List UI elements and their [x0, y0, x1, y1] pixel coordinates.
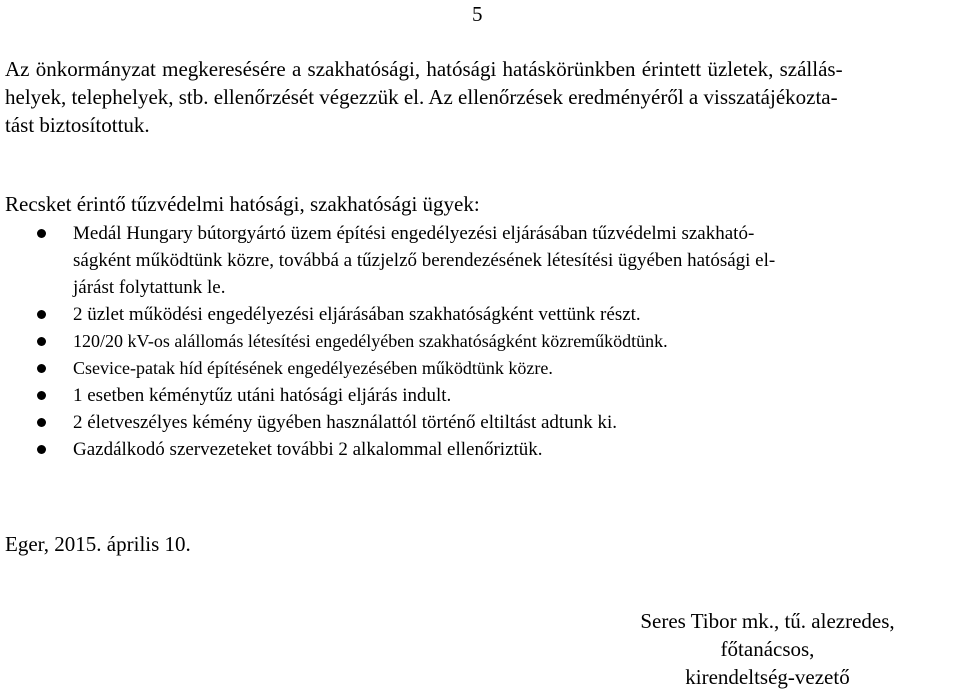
bullet-icon	[37, 418, 46, 427]
intro-line-3: tást biztosítottuk.	[5, 113, 150, 137]
list-item	[0, 355, 948, 382]
list-item	[0, 301, 948, 328]
bullet-icon	[37, 391, 46, 400]
list-item	[0, 328, 948, 355]
signature-title: főtanácsos,	[720, 637, 815, 661]
bullet-icon	[37, 229, 46, 238]
section-title: Recsket érintő tűzvédelmi hatósági, szakhatósági ügyek:	[5, 192, 480, 216]
case-list	[0, 220, 960, 463]
bullet-icon	[37, 364, 46, 373]
list-item-line: 1 esetben kéménytűz utáni hatósági eljárás indult.	[73, 385, 452, 406]
list-item	[0, 382, 948, 409]
list-item	[0, 436, 948, 463]
bullet-icon	[37, 445, 46, 454]
signature-role: kirendeltség-vezető	[685, 665, 850, 689]
date-line: Eger, 2015. április 10.	[5, 532, 191, 556]
intro-paragraph	[5, 55, 950, 139]
list-item-line: járást folytattunk le.	[73, 277, 226, 298]
list-item-line: Gazdálkodó szervezeteket további 2 alkalommal ellenőriztük.	[73, 439, 543, 460]
intro-line-1: Az önkormányzat megkeresésére a szakhatósági, hatósági hatáskörünkben érintett üzletek, szállás-	[5, 57, 843, 81]
signature-block	[580, 607, 955, 691]
list-item-line: 2 életveszélyes kémény ügyében használattól történő eltiltást adtunk ki.	[73, 412, 617, 433]
list-item-line: 2 üzlet működési engedélyezési eljárásában szakhatóságként vettünk részt.	[73, 304, 641, 325]
list-item-line: Csevice-patak híd építésének engedélyezésében működtünk közre.	[73, 358, 553, 378]
intro-line-2: helyek, telephelyek, stb. ellenőrzését végezzük el. Az ellenőrzések eredményéről a visszatájékozta-	[5, 85, 838, 109]
page-number: 5	[472, 2, 483, 26]
list-item-line: 120/20 kV-os alállomás létesítési engedélyében szakhatóságként közreműködtünk.	[73, 331, 668, 351]
list-item	[0, 409, 948, 436]
signature-name: Seres Tibor mk., tű. alezredes,	[640, 609, 895, 633]
list-item	[0, 220, 948, 301]
bullet-icon	[37, 337, 46, 346]
bullet-icon	[37, 310, 46, 319]
list-item-line: ságként működtünk közre, továbbá a tűzjelző berendezésének létesítési ügyében hatósági el-	[73, 250, 776, 271]
list-item-line: Medál Hungary bútorgyártó üzem építési engedélyezési eljárásában tűzvédelmi szakható-	[73, 223, 755, 244]
